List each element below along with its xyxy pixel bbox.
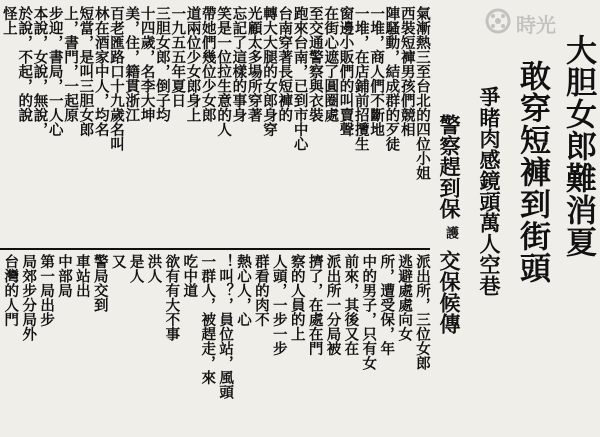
subhead-line-1: 爭睹肉感鏡頭萬人空巷 (477, 86, 502, 296)
top-body-column: 短當，是叫三胆女郎 (77, 6, 95, 137)
bottom-body-column: 警局交到 (91, 254, 109, 312)
top-body-column: 光顧太多場所穿著 (245, 6, 263, 122)
bottom-body-column: 是人 (127, 254, 145, 283)
section-divider (0, 248, 430, 250)
bottom-body-column: 又 (109, 254, 127, 269)
bottom-body-column: 派出所，三位女郎 (413, 254, 431, 370)
watermark-text: 時光 (516, 13, 556, 37)
bottom-body-column: 所，遭受保，年 (378, 254, 396, 356)
subhead-line-2b: 護 (443, 226, 458, 239)
top-body-column: 至交通警察與衣裝 (306, 6, 324, 122)
bottom-body-column: 派出所一分局被 (324, 254, 342, 356)
top-body-column: 於說，不起，的說 (16, 6, 34, 122)
bottom-body-column: 熱心人，心 (234, 254, 252, 327)
top-body-column: 本說，女說，無說， (31, 6, 49, 137)
headline-line-1: 大胆女郎難消夏 (560, 34, 596, 258)
top-body-column: 轉大大腿的女郎身穿 (260, 6, 278, 137)
subhead-line-2a: 警察趕到保 (437, 114, 462, 219)
top-body-column: 窗邊小販們的叫賣聲 (337, 6, 355, 137)
film-reel-icon (484, 8, 512, 34)
bottom-body-column: ！叫？，員位站，風頭 (217, 254, 235, 399)
bottom-body-column: 群看的肉不 (252, 254, 270, 327)
bottom-body-column: 人頭，一步一步 (270, 254, 288, 356)
bottom-body-column: 第一局出步 (38, 254, 56, 327)
top-body-column: 百老匯路口十九歲名叫 (107, 6, 125, 151)
top-body-column: 笑是一位拉生意的人 (215, 6, 233, 137)
top-body-column: 一九五五年夏日 (169, 6, 187, 108)
bottom-body-column: 中的男子，只有女 (360, 254, 378, 370)
bottom-body-column: 一群人，被趕走，來 (199, 254, 217, 385)
top-body-column: 一堆，商人們不斷地 (368, 6, 386, 137)
top-body-column: 氣漸熱三至台北的四位小姐 (413, 6, 431, 180)
headline-line-2: 敢穿短褲到街頭 (514, 60, 550, 284)
bottom-body-column: 吃中道 (181, 254, 199, 298)
bottom-body-column: 局郊步分局外 (20, 254, 38, 341)
top-body-column: 怪上 (0, 6, 18, 35)
top-body-column: 陣騷動，結成群的歹徒 (383, 6, 401, 151)
top-body-column: 道兩位少女郎身上 (184, 6, 202, 122)
top-body-column: 十四歲，名李大坤 (138, 6, 156, 122)
top-body-column: 上，書門，一起原 (62, 6, 80, 122)
top-body-column: 西裝短褲男孩們競相 (398, 6, 416, 137)
bottom-body-column: 車站出 (73, 254, 91, 298)
top-body-column: 在街心遮了圓圈處 (322, 6, 340, 122)
top-body-column: 帶她們幾位少女郎 (199, 6, 217, 122)
top-body-column: 台南穿著長短褲的 (276, 6, 294, 122)
subhead-line-2c: 交保候傳 (437, 250, 462, 334)
watermark-logo (484, 6, 594, 36)
top-body-column: 步迎，書局，一人心 (46, 6, 64, 137)
bottom-body-column: 台灣的人門 (2, 254, 20, 327)
top-body-column: 跑來台南，已到市中心 (291, 6, 309, 151)
bottom-body-column: 中部局 (55, 254, 73, 298)
bottom-body-column: 欲有有大不事 (163, 254, 181, 341)
top-body-column: 一堆，在店鋪前招攬生 (352, 6, 370, 151)
bottom-body-column: 察的人員的上 (288, 254, 306, 341)
top-body-column: 忘記了這樣的事身 (230, 6, 248, 122)
bottom-body-column: 洪人 (145, 254, 163, 283)
top-body-column: 美，住，籍貫浙江 (123, 6, 141, 122)
top-body-column: 三胆女郎，倒子均 (153, 6, 171, 122)
bottom-body-column: 前來，其後又在 (342, 254, 360, 356)
bottom-body-column: 擠了，在處在門 (306, 254, 324, 356)
top-body-column: 林在酒家中人，均名 (92, 6, 110, 137)
bottom-body-column: 逃避處處向女 (396, 254, 414, 341)
